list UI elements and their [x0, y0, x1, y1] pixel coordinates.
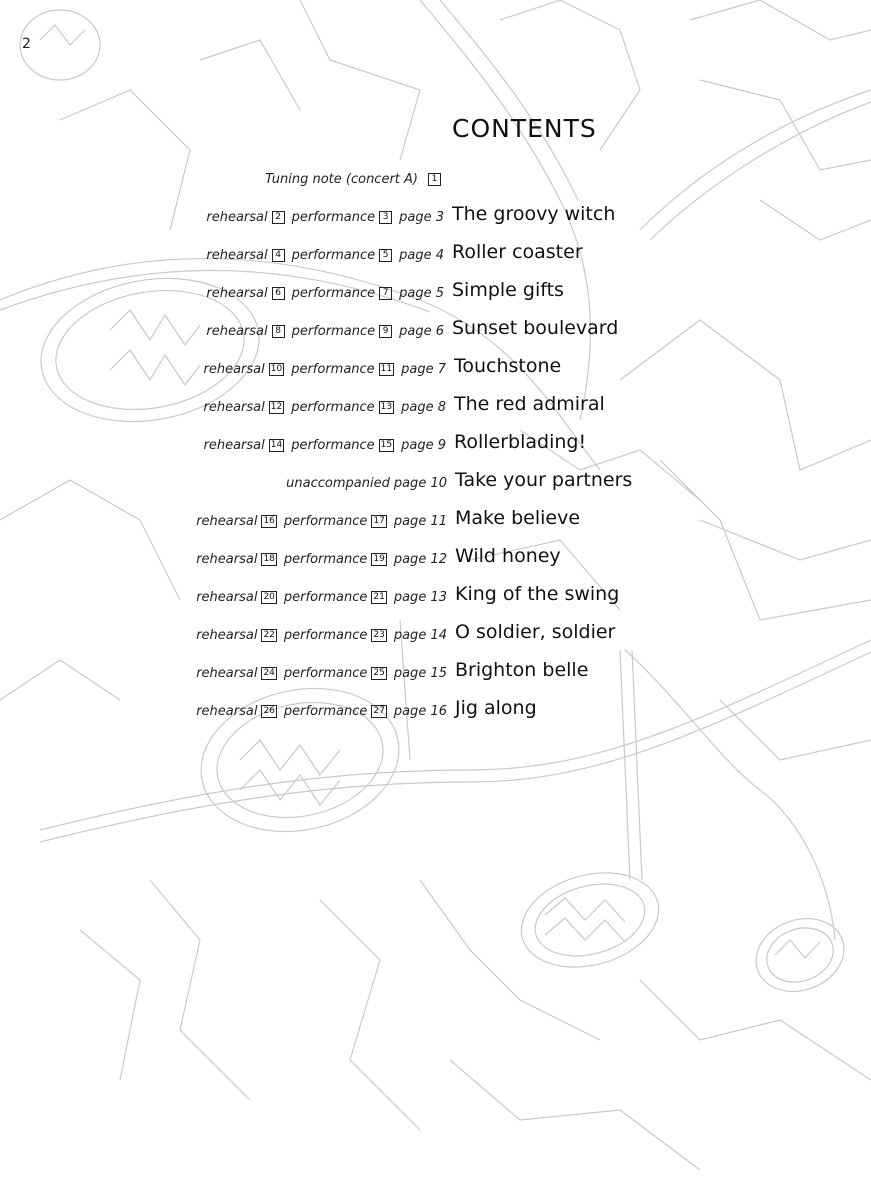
rehearsal-label: rehearsal [206, 324, 268, 339]
song-title: Take your partners [455, 469, 633, 491]
rehearsal-label: rehearsal [203, 438, 265, 453]
rehearsal-label: rehearsal [203, 362, 265, 377]
entry-track-info [196, 704, 447, 719]
page-label: page 5 [399, 286, 444, 301]
performance-track-box: 21 [373, 592, 385, 602]
performance-track-box: 15 [380, 440, 393, 450]
contents-entry [0, 543, 871, 571]
entry-track-info [286, 476, 447, 491]
rehearsal-label: rehearsal [196, 514, 258, 529]
entry-track-info [196, 628, 447, 643]
performance-label: performance [283, 590, 368, 605]
entry-track-info [203, 362, 446, 377]
entry-track-info [206, 286, 444, 301]
rehearsal-label: rehearsal [203, 400, 265, 415]
rehearsal-label: rehearsal [206, 286, 268, 301]
page-number: 2 [22, 36, 31, 52]
rehearsal-label: rehearsal [206, 210, 268, 225]
performance-label: performance [283, 628, 368, 643]
page-label: page 13 [393, 590, 447, 605]
page-label: page 12 [393, 552, 447, 567]
performance-track-box: 13 [380, 402, 393, 412]
rehearsal-label: rehearsal [196, 590, 258, 605]
rehearsal-label: rehearsal [196, 628, 258, 643]
page-label: page 14 [393, 628, 447, 643]
rehearsal-label: rehearsal [206, 248, 268, 263]
performance-label: performance [283, 704, 368, 719]
performance-track-box: 9 [379, 325, 392, 338]
performance-track-box: 19 [373, 554, 385, 564]
contents-title: CONTENTS [452, 114, 597, 143]
rehearsal-track-box: 6 [272, 287, 285, 300]
performance-track-box: 5 [379, 249, 392, 262]
page-label: page 15 [393, 666, 447, 681]
performance-label: performance [291, 362, 375, 377]
page-label: page 6 [399, 324, 444, 339]
entry-track-info [206, 210, 444, 225]
performance-label: performance [291, 286, 376, 301]
performance-track-box: 23 [373, 630, 385, 640]
contents-entry [0, 581, 871, 609]
contents-entry [0, 201, 871, 229]
performance-track-box: 17 [373, 516, 385, 526]
contents-entry [0, 239, 871, 267]
page-label: page 7 [401, 362, 446, 377]
contents-entry [0, 505, 871, 533]
performance-label: performance [283, 514, 368, 529]
performance-label: performance [291, 324, 376, 339]
song-title: Brighton belle [455, 659, 589, 681]
page-label: page 8 [401, 400, 446, 415]
rehearsal-label: rehearsal [196, 704, 258, 719]
entry-track-info [206, 324, 444, 339]
performance-label: performance [283, 666, 368, 681]
song-title: Simple gifts [452, 279, 564, 301]
contents-entry [0, 315, 871, 343]
song-title: Touchstone [454, 355, 562, 377]
rehearsal-track-box: 8 [272, 325, 285, 338]
page-label: page 10 [393, 476, 447, 491]
rehearsal-track-box: 20 [263, 592, 275, 602]
performance-label: performance [291, 210, 376, 225]
song-title: Make believe [455, 507, 581, 529]
page-label: page 9 [401, 438, 446, 453]
tuning-note-label: Tuning note (concert A) [265, 172, 418, 187]
contents-entry [0, 619, 871, 647]
performance-label: performance [283, 552, 368, 567]
performance-track-box: 7 [379, 287, 392, 300]
contents-entry [0, 429, 871, 457]
contents-entry [0, 277, 871, 305]
rehearsal-track-box: 26 [263, 706, 275, 716]
page-label: page 16 [393, 704, 447, 719]
contents-entry [0, 467, 871, 495]
song-title: Rollerblading! [454, 431, 587, 453]
page-label: page 3 [399, 210, 444, 225]
page-label: page 4 [399, 248, 444, 263]
unaccompanied-label: unaccompanied [286, 476, 390, 491]
rehearsal-track-box: 4 [272, 249, 285, 262]
song-title: Sunset boulevard [452, 317, 619, 339]
rehearsal-track-box: 12 [270, 402, 283, 412]
track-number-box: 1 [428, 173, 441, 186]
rehearsal-track-box: 2 [272, 211, 285, 224]
song-title: The groovy witch [452, 203, 616, 225]
performance-track-box: 25 [373, 668, 385, 678]
performance-label: performance [291, 248, 376, 263]
performance-label: performance [291, 400, 375, 415]
performance-track-box: 27 [373, 706, 385, 716]
contents-entry [0, 657, 871, 685]
song-title: Roller coaster [452, 241, 583, 263]
entry-track-info [206, 248, 444, 263]
rehearsal-label: rehearsal [196, 666, 258, 681]
song-title: Jig along [455, 697, 537, 719]
entry-track-info [196, 666, 447, 681]
entry-track-info [203, 438, 446, 453]
contents-entry [0, 353, 871, 381]
rehearsal-track-box: 24 [263, 668, 275, 678]
song-title: King of the swing [455, 583, 620, 605]
rehearsal-track-box: 16 [263, 516, 275, 526]
rehearsal-track-box: 10 [270, 364, 283, 374]
rehearsal-label: rehearsal [196, 552, 258, 567]
performance-track-box: 11 [380, 364, 393, 374]
song-title: Wild honey [455, 545, 561, 567]
performance-track-box: 3 [379, 211, 392, 224]
rehearsal-track-box: 22 [263, 630, 275, 640]
entry-track-info [196, 590, 447, 605]
rehearsal-track-box: 14 [270, 440, 283, 450]
song-title: The red admiral [454, 393, 605, 415]
entry-track-info [203, 400, 446, 415]
performance-label: performance [291, 438, 375, 453]
entry-track-info [196, 552, 447, 567]
rehearsal-track-box: 18 [263, 554, 275, 564]
song-title: O soldier, soldier [455, 621, 616, 643]
entry-track-info [196, 514, 447, 529]
contents-entry [0, 391, 871, 419]
page-label: page 11 [393, 514, 447, 529]
contents-entry [0, 695, 871, 723]
